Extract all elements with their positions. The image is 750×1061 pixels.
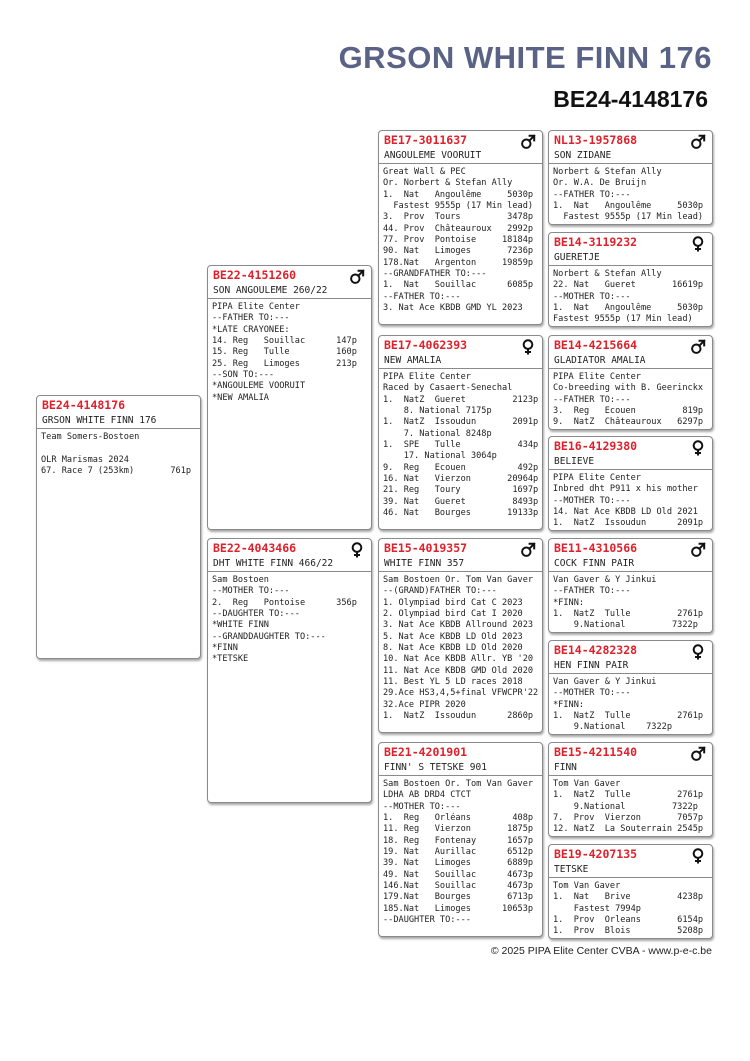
card-line: 15. Reg Tulle 160p <box>212 347 357 358</box>
pigeon-name: SON ZIDANE <box>549 149 712 164</box>
pigeon-name: FINN <box>549 761 712 776</box>
card-line: 18. Reg Fontenay 1657p <box>383 835 534 846</box>
card-line: 5. Nat Ace KBDB LD Old 2023 <box>383 631 523 642</box>
card-line: 49. Nat Souillac 4673p <box>383 869 534 880</box>
card-line: 1. NatZ Issoudun 2091p <box>553 518 704 529</box>
pedigree-card-sire-dam[interactable] <box>378 335 543 530</box>
card-line: 1. NatZ Gueret 2123p <box>383 394 539 405</box>
pigeon-name: TETSKE <box>549 863 712 878</box>
card-line: Fastest 9555p (17 Min lead) <box>383 201 534 212</box>
card-line: 21. Reg Toury 1697p <box>383 485 539 496</box>
card-line: 11. Reg Vierzon 1875p <box>383 824 534 835</box>
pedigree-card-sire-sire-dam[interactable] <box>548 232 713 327</box>
card-header <box>549 539 712 557</box>
card-line: 3. Nat Ace KBDB Allround 2023 <box>383 620 534 631</box>
pigeon-name: DHT WHITE FINN 466/22 <box>208 557 371 572</box>
card-line: --MOTHER TO:--- <box>553 688 631 699</box>
card-line: Van Gaver & Y Jinkui <box>553 677 657 687</box>
card-line: OLR Marismas 2024 <box>41 454 129 465</box>
ring-number: BE15-4019357 <box>384 541 468 555</box>
card-line: 25. Reg Limoges 213p <box>212 358 357 369</box>
card-line: 11. Nat Ace KBDB GMD Old 2020 <box>383 665 534 676</box>
pigeon-name: HEN FINN PAIR <box>549 659 712 674</box>
card-line: Fastest 9555p (17 Min lead) <box>553 212 704 223</box>
card-line: *WHITE FINN <box>212 620 269 631</box>
card-line: Tom Van Gaver <box>553 779 621 789</box>
card-line: 32.Ace PIPR 2020 <box>383 699 466 710</box>
pigeon-name: GLADIATOR AMALIA <box>549 354 712 369</box>
card-line: 39. Nat Limoges 6889p <box>383 858 534 869</box>
pigeon-name: WHITE FINN 357 <box>379 557 542 572</box>
male-icon <box>690 339 706 355</box>
pedigree-card-sire-sire[interactable] <box>378 130 543 325</box>
pedigree-card-sire-dam-sire[interactable] <box>548 335 713 430</box>
male-icon <box>520 542 536 558</box>
female-icon <box>690 236 706 252</box>
card-body <box>208 572 371 666</box>
card-line: 90. Nat Limoges 7236p <box>383 246 534 257</box>
card-line: 185.Nat Limoges 10653p <box>383 903 534 914</box>
card-line: 22. Nat Gueret 16619p <box>553 280 704 291</box>
card-line: Great Wall & PEC <box>383 167 466 177</box>
ring-number: BE16-4129380 <box>554 439 638 453</box>
card-line: 1. NatZ Tulle 2761p <box>553 609 704 620</box>
ring-number: BE17-4062393 <box>384 338 468 352</box>
card-line: 146.Nat Souillac 4673p <box>383 881 534 892</box>
card-line: 1. Nat Angoulême 5030p <box>553 303 704 314</box>
page-title: GRSON WHITE FINN 176 <box>338 40 712 75</box>
pigeon-name: GUERETJE <box>549 251 712 266</box>
card-line: 1. Olympiad bird Cat C 2023 <box>383 597 523 608</box>
pedigree-card-dam-sire-sire[interactable] <box>548 538 713 633</box>
male-icon <box>520 134 536 150</box>
ring-number: BE14-4215664 <box>554 338 638 352</box>
card-line: PIPA Elite Center <box>383 372 471 382</box>
card-line: 14. Reg Souillac 147p <box>212 336 357 347</box>
card-line: 2. Olympiad bird Cat I 2020 <box>383 609 523 620</box>
card-body <box>549 369 712 429</box>
pigeon-name: FINN' S TETSKE 901 <box>379 761 542 776</box>
card-body <box>549 266 712 326</box>
pedigree-card-sire-dam-dam[interactable] <box>548 436 713 531</box>
card-line: Or. Norbert & Stefan Ally <box>383 178 513 189</box>
card-line: --MOTHER TO:--- <box>553 495 631 506</box>
card-line: *FINN <box>212 643 238 654</box>
card-line: 9.National 7322p <box>553 722 672 733</box>
card-line: Sam Bostoen Or. Tom Van Gaver <box>383 575 534 585</box>
card-line: 2. Reg Pontoise 356p <box>212 597 357 608</box>
card-line: --GRANDFATHER TO:--- <box>383 269 487 280</box>
ring-number: BE17-3011637 <box>384 133 468 147</box>
card-line: LDHA AB DRD4 CTCT <box>383 790 471 801</box>
card-line: 14. Nat Ace KBDB LD Old 2021 <box>553 507 698 518</box>
card-header <box>208 539 371 557</box>
card-line: 1. Nat Angoulême 5030p <box>383 189 534 200</box>
pigeon-name: NEW AMALIA <box>379 354 542 369</box>
card-line: 3. Prov Tours 3478p <box>383 212 534 223</box>
ring-number: BE19-4207135 <box>554 847 638 861</box>
card-body <box>379 164 542 314</box>
card-line: 1. Prov Blois 5208p <box>553 926 704 937</box>
card-line: Raced by Casaert-Senechal <box>383 383 513 394</box>
card-line: --FATHER TO:--- <box>553 394 631 405</box>
card-line: 1. Reg Orléans 408p <box>383 813 534 824</box>
pedigree-card-dam-dam-dam[interactable] <box>548 844 713 939</box>
male-icon <box>690 134 706 150</box>
card-line: 11. Best YL 5 LD races 2018 <box>383 677 523 688</box>
card-line: Fastest 7994p <box>553 903 641 914</box>
card-line: --SON TO:--- <box>212 370 275 381</box>
ring-number: BE22-4043466 <box>213 541 297 555</box>
card-line: 1. NatZ Issoudun 2860p <box>383 711 534 722</box>
card-line: Van Gaver & Y Jinkui <box>553 575 657 585</box>
card-line: 3. Reg Ecouen 819p <box>553 406 704 417</box>
card-line: 179.Nat Bourges 6713p <box>383 892 534 903</box>
card-body <box>549 878 712 938</box>
card-body <box>379 776 542 926</box>
card-body <box>549 776 712 836</box>
pedigree-card-sire[interactable] <box>207 265 372 530</box>
card-header <box>549 233 712 251</box>
card-line: --MOTHER TO:--- <box>212 586 290 597</box>
ring-number: BE22-4151260 <box>213 268 297 282</box>
card-body <box>549 674 712 734</box>
card-line: --FATHER TO:--- <box>212 313 290 324</box>
card-line: PIPA Elite Center <box>553 473 641 483</box>
pigeon-name: ANGOULEME VOORUIT <box>379 149 542 164</box>
card-header <box>549 845 712 863</box>
card-line: 67. Race 7 (253km) 761p <box>41 466 192 477</box>
card-header <box>549 641 712 659</box>
card-line: 1. SPE Tulle 434p <box>383 440 539 451</box>
card-line: *LATE CRAYONEE: <box>212 324 290 335</box>
pigeon-name: COCK FINN PAIR <box>549 557 712 572</box>
card-line: 7. National 8248p <box>383 428 492 439</box>
female-icon <box>349 542 365 558</box>
female-icon <box>520 339 536 355</box>
male-icon <box>690 746 706 762</box>
card-line: 16. Nat Vierzon 20964p <box>383 474 539 485</box>
card-line: 19. Nat Aurillac 6512p <box>383 847 534 858</box>
card-line: --MOTHER TO:--- <box>383 801 461 812</box>
card-line: --FATHER TO:--- <box>383 291 461 302</box>
card-line: --DAUGHTER TO:--- <box>212 609 300 620</box>
card-line: 9.National 7322p <box>553 620 698 631</box>
card-line: --FATHER TO:--- <box>553 189 631 200</box>
card-line: Co-breeding with B. Geerinckx <box>553 383 704 394</box>
card-line: Team Somers-Bostoen <box>41 432 140 442</box>
card-line: PIPA Elite Center <box>553 372 641 382</box>
card-body <box>549 164 712 224</box>
card-line: 1. Nat Souillac 6085p <box>383 280 534 291</box>
card-line: 44. Prov Châteauroux 2992p <box>383 223 534 234</box>
card-header <box>549 131 712 149</box>
card-line: 1. NatZ Tulle 2761p <box>553 711 704 722</box>
pigeon-name: SON ANGOULEME 260/22 <box>208 284 371 299</box>
card-line: Norbert & Stefan Ally <box>553 167 662 177</box>
card-line: --DAUGHTER TO:--- <box>383 915 471 926</box>
female-icon <box>690 848 706 864</box>
card-line: Sam Bostoen <box>212 575 269 585</box>
card-header <box>379 743 542 761</box>
male-icon <box>349 269 365 285</box>
card-body <box>379 572 542 722</box>
card-body <box>379 369 542 519</box>
card-line: 9. NatZ Châteauroux 6297p <box>553 417 704 428</box>
ring-number: BE15-4211540 <box>554 745 638 759</box>
card-header <box>549 743 712 761</box>
card-line: 10. Nat Ace KBDB Allr. YB '20 <box>383 654 534 665</box>
female-icon <box>690 644 706 660</box>
card-line: --(GRAND)FATHER TO:--- <box>383 586 497 597</box>
pedigree-card-dam-sire-dam[interactable] <box>548 640 713 735</box>
ring-number: BE14-3119232 <box>554 235 638 249</box>
card-line: *TETSKE <box>212 654 249 665</box>
pedigree-card-subject[interactable] <box>36 395 201 659</box>
card-line: --GRANDDAUGHTER TO:--- <box>212 631 326 642</box>
female-icon <box>690 440 706 456</box>
pedigree-card-dam[interactable] <box>207 538 372 803</box>
card-line: PIPA Elite Center <box>212 302 300 312</box>
card-line: 178.Nat Argenton 19859p <box>383 257 534 268</box>
card-line: *FINN: <box>553 597 585 608</box>
card-body <box>208 299 371 404</box>
card-line: 39. Nat Gueret 8493p <box>383 496 539 507</box>
pedigree-card-dam-dam-sire[interactable] <box>548 742 713 837</box>
card-line: 8. Nat Ace KBDB LD Old 2020 <box>383 643 523 654</box>
card-body <box>549 470 712 530</box>
card-line: Inbred dht P911 x his mother <box>553 484 698 495</box>
card-line: 1. Prov Orleans 6154p <box>553 915 704 926</box>
ring-number: BE11-4310566 <box>554 541 638 555</box>
card-line: 77. Prov Pontoise 18184p <box>383 235 534 246</box>
card-line: 1. Nat Angoulême 5030p <box>553 201 704 212</box>
card-line: Tom Van Gaver <box>553 881 621 891</box>
card-header <box>379 336 542 354</box>
card-line: 3. Nat Ace KBDB GMD YL 2023 <box>383 303 523 314</box>
card-line: Or. W.A. De Bruijn <box>553 178 647 189</box>
page-ring-number: BE24-4148176 <box>553 86 708 112</box>
card-line <box>41 443 196 454</box>
card-header <box>549 437 712 455</box>
card-line: 9. Reg Ecouen 492p <box>383 462 539 473</box>
card-line: 7. Prov Vierzon 7057p <box>553 813 704 824</box>
card-header <box>549 336 712 354</box>
card-line: --MOTHER TO:--- <box>553 291 631 302</box>
card-body <box>37 429 200 477</box>
card-line: *NEW AMALIA <box>212 392 269 403</box>
ring-number: NL13-1957868 <box>554 133 638 147</box>
pedigree-card-sire-sire-sire[interactable] <box>548 130 713 225</box>
card-line: 8. National 7175p <box>383 406 492 417</box>
card-line: 1. NatZ Tulle 2761p <box>553 790 704 801</box>
card-line: 17. National 3064p <box>383 451 497 462</box>
pigeon-name: GRSON WHITE FINN 176 <box>37 414 200 429</box>
card-line: 1. NatZ Issoudun 2091p <box>383 417 539 428</box>
card-line: Fastest 9555p (17 Min lead) <box>553 314 693 325</box>
male-icon <box>690 542 706 558</box>
card-line: 9.National 7322p <box>553 801 698 812</box>
card-body <box>549 572 712 632</box>
card-line: 12. NatZ La Souterrain 2545p <box>553 824 704 835</box>
pedigree-card-dam-sire[interactable] <box>378 538 543 733</box>
card-line: 46. Nat Bourges 19133p <box>383 508 539 519</box>
copyright-footer: © 2025 PIPA Elite Center CVBA - www.p-e-c.be <box>490 945 712 957</box>
pigeon-name: BELIEVE <box>549 455 712 470</box>
card-line: *ANGOULEME VOORUIT <box>212 381 306 392</box>
card-line: 29.Ace HS3,4,5+final VFWCPR'22 <box>383 688 539 699</box>
ring-number: BE24-4148176 <box>42 398 126 412</box>
ring-number: BE14-4282328 <box>554 643 638 657</box>
pedigree-card-dam-dam[interactable] <box>378 742 543 937</box>
card-header <box>379 539 542 557</box>
card-line: --FATHER TO:--- <box>553 586 631 597</box>
card-line: Norbert & Stefan Ally <box>553 269 662 279</box>
card-line: 1. Nat Brive 4238p <box>553 892 704 903</box>
card-header <box>379 131 542 149</box>
card-line: *FINN: <box>553 699 585 710</box>
ring-number: BE21-4201901 <box>384 745 468 759</box>
card-header <box>37 396 200 414</box>
card-header <box>208 266 371 284</box>
card-line: Sam Bostoen Or. Tom Van Gaver <box>383 779 534 789</box>
